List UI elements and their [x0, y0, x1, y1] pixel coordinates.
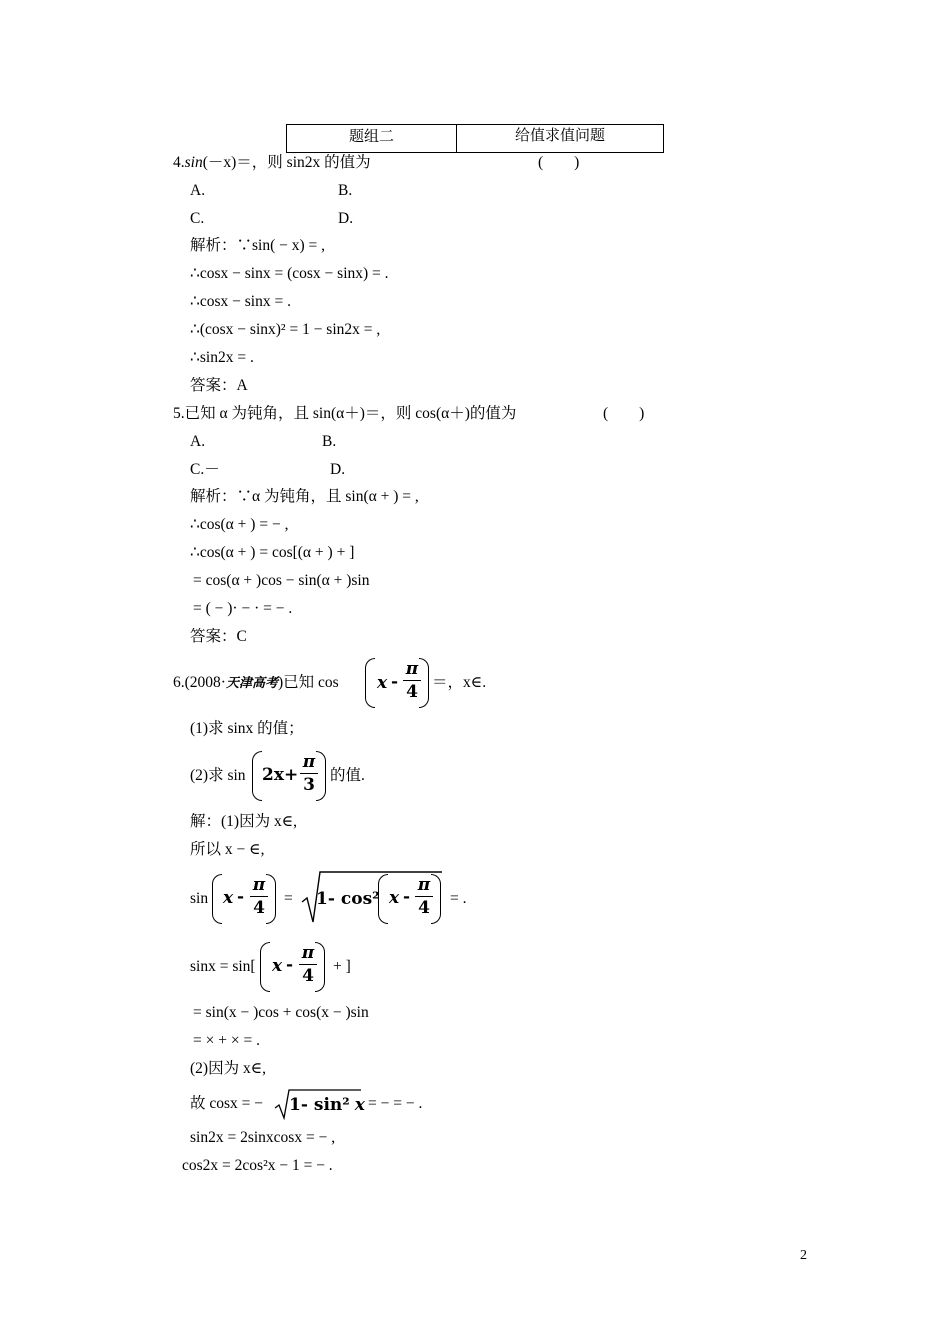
q6-sol4-suffix: + ] [333, 958, 351, 975]
q6-solution-line5: = sin(x − )cos + cos(x − )sin [193, 1004, 369, 1021]
q4-solution-line3: ∴cosx − sinx = . [190, 293, 291, 310]
q6-sol8-suffix: = − = − . [368, 1095, 423, 1112]
topic-label: 给值求值问题 [514, 126, 605, 144]
page-number: 2 [800, 1248, 807, 1263]
q4-option-c: C. [190, 210, 205, 227]
q6-solution-line6: = × + × = . [193, 1032, 260, 1049]
q6-sol3-equals: = [284, 890, 293, 907]
q6-right-paren [419, 658, 429, 708]
q6-sol3-inner-x: x [389, 888, 400, 908]
q5-solution-line5: = ( − )· − · = − . [193, 600, 293, 617]
q4-option-d: D. [338, 210, 354, 227]
q4-stem: 4.sin(－x)＝，则 sin2x 的值为 [173, 154, 371, 171]
q4-solution-line2: ∴cosx − sinx = (cosx − sinx) = . [190, 265, 389, 282]
q4-answer: 答案：A [190, 377, 248, 394]
q4-answer-paren: ( ) [538, 154, 580, 171]
q6-solution-line1: 解：(1)因为 x∈, [190, 813, 298, 830]
section-header-table [286, 124, 664, 153]
q4-option-a: A. [190, 182, 206, 199]
q6-part2-prefix: (2)求 sin [190, 767, 246, 784]
q6-solution-line9: sin2x = 2sinxcosx = − , [190, 1129, 336, 1146]
q6-minus-sign: - [391, 672, 399, 692]
q6-var-x: x [377, 673, 388, 693]
q5-solution-line3: ∴cos(α + ) = cos[(α + ) + ] [190, 544, 355, 561]
q6-sol3-inner-right-paren [431, 874, 441, 924]
q4-option-b: B. [338, 182, 353, 199]
q6-sol8-prefix: 故 cosx = − [190, 1095, 264, 1112]
q6-sol8-radicand: 1- sin² x [289, 1095, 365, 1115]
q6-sol3-right-paren [266, 874, 276, 924]
q6-fraction-pi-3: π 3 [300, 752, 318, 795]
q6-sol4-fraction: π 4 [299, 943, 317, 986]
q6-part2-right-paren [316, 751, 326, 801]
q5-option-c: C.－ [190, 461, 220, 478]
q6-sol4-minus: - [286, 955, 294, 975]
q6-sol4-prefix: sinx = sin[ [190, 958, 256, 975]
q5-solution-line2: ∴cos(α + ) = − , [190, 516, 289, 533]
q6-sol3-result: = . [450, 890, 467, 907]
q6-part2-left-paren [252, 751, 262, 801]
q6-part2-suffix: 的值. [330, 767, 365, 784]
q6-fraction-pi-4: π 4 [403, 659, 421, 702]
q6-sol4-right-paren [315, 942, 325, 992]
q5-option-a: A. [190, 433, 206, 450]
q6-part2-expr: 2x+ [262, 765, 299, 785]
q5-stem: 5.已知 α 为钝角，且 sin(α＋)＝，则 cos(α＋)的值为 [173, 405, 517, 422]
q4-solution-line4: ∴(cosx − sinx)² = 1 − sin2x = , [190, 321, 381, 338]
q5-answer: 答案：C [190, 628, 247, 645]
q5-solution-line4: = cos(α + )cos − sin(α + )sin [193, 572, 370, 589]
q5-answer-paren: ( ) [603, 405, 645, 422]
q4-solution-line1: 解析：∵sin( − x) = , [190, 237, 326, 254]
q6-stem: 6.(2008·天津高考)已知 cos [173, 674, 339, 691]
q6-sol3-sin: sin [190, 890, 209, 907]
q6-sol4-x: x [272, 956, 283, 976]
q6-sol3-inner-fraction: π 4 [415, 875, 433, 918]
q6-solution-line7: (2)因为 x∈, [190, 1060, 267, 1077]
q6-sol3-x: x [223, 888, 234, 908]
q6-sol4-left-paren [260, 942, 270, 992]
q6-sol3-minus: - [237, 887, 245, 907]
q6-stem-tail: ＝，x∈. [432, 674, 487, 691]
q6-sol3-fraction: π 4 [250, 875, 268, 918]
q6-sol3-inner-minus: - [403, 887, 411, 907]
q5-option-d: D. [330, 461, 346, 478]
q4-solution-line5: ∴sin2x = . [190, 349, 254, 366]
q6-part1: (1)求 sinx 的值； [190, 720, 304, 737]
q5-solution-line1: 解析：∵α 为钝角，且 sin(α + ) = , [190, 488, 419, 505]
q6-solution-line10: cos2x = 2cos²x − 1 = − . [182, 1157, 333, 1174]
q6-sol3-inner-left-paren [378, 874, 388, 924]
q6-sol3-left-paren [212, 874, 222, 924]
q5-option-b: B. [322, 433, 337, 450]
q6-left-paren [365, 658, 375, 708]
q6-solution-line2: 所以 x − ∈, [190, 841, 265, 858]
group-label: 题组二 [287, 125, 457, 152]
q6-sol3-radicand: 1- cos² [316, 889, 380, 909]
